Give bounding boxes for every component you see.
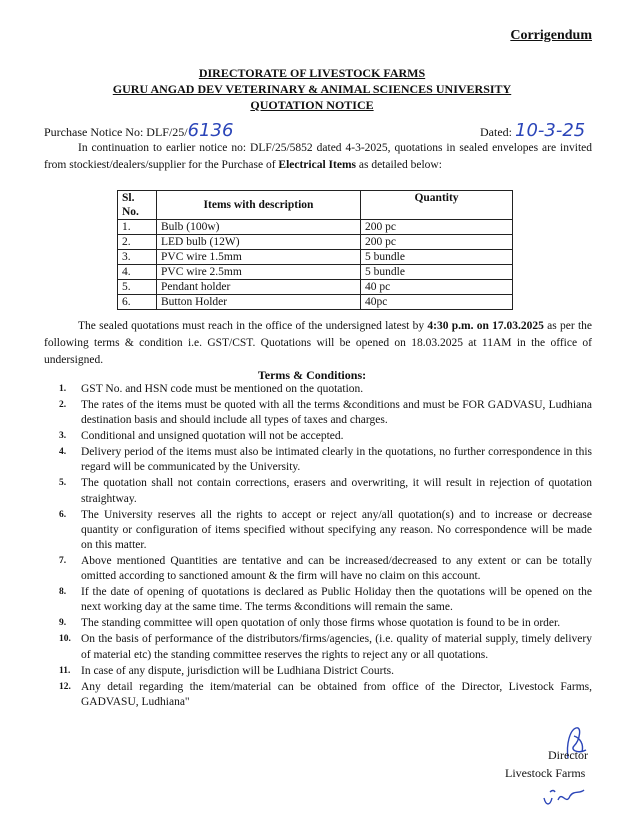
items-table — [117, 190, 513, 310]
list-item: 5. The quotation shall not contain corrections, erasers and overwriting, it will result in rejection of quotation straightway. — [59, 477, 592, 505]
dated — [480, 120, 585, 141]
terms-list — [44, 382, 592, 711]
table-row: 2. LED bulb (12W) 200 pc — [118, 235, 513, 250]
table-header-row — [118, 191, 513, 220]
table-row: 1. Bulb (100w) 200 pc — [118, 220, 513, 235]
dated-label: Dated: — [480, 125, 512, 139]
list-item: 8. If the date of opening of quotations is declared as Public Holiday then the quotations will be opened on the next working day at the same time. The terms &conditions will remain the same. — [59, 586, 592, 614]
purchase-notice-label: Purchase Notice No: DLF/25/ — [44, 125, 188, 139]
corrigendum-title: Corrigendum — [510, 28, 592, 43]
header-directorate: DIRECTORATE OF LIVESTOCK FARMS — [198, 66, 426, 80]
list-item: 11. In case of any dispute, jurisdiction will be Ludhiana District Courts. — [59, 664, 394, 677]
list-item: 2. The rates of the items must be quoted with all the terms &conditions and must be FOR GADVASU, Ludhiana destination basis and should include all types of taxes and charges. — [59, 399, 592, 427]
header-quantity: Quantity — [361, 191, 513, 220]
table-row: 5. Pendant holder 40 pc — [118, 280, 513, 295]
list-item: 12. Any detail regarding the item/material can be obtained from office of the Director, Livestock Farms, GADVASU, Ludhiana" — [59, 680, 592, 708]
header-university: GURU ANGAD DEV VETERINARY & ANIMAL SCIENCES UNIVERSITY — [112, 82, 512, 96]
deadline-bold: 4:30 p.m. on 17.03.2025 — [427, 320, 544, 332]
header-quotation-notice: QUOTATION NOTICE — [250, 98, 374, 112]
list-item: 9. The standing committee will open quotation of only those firms whose quotation is found to be in order. — [59, 617, 561, 630]
table-row: 4. PVC wire 2.5mm 5 bundle — [118, 265, 513, 280]
table-row: 6. Button Holder 40pc — [118, 295, 513, 310]
list-item: 10. On the basis of performance of the distributors/firms/agencies, (i.e. quality of material supply, timely delivery of material etc) the standing committee reserves the rights to reject any or all quotations. — [59, 633, 592, 661]
list-item: 6. The University reserves all the rights to accept or reject any/all quotation(s) and to increase or decrease quantity or configuration of items specified without specifying any reason. No correspondence will be made on this matter. — [59, 508, 592, 552]
intro-paragraph: In continuation to earlier notice no: DLF/25/5852 dated 4-3-2025, quotations in sealed envelopes are invited from stockiest/dealers/supplier for the Purchase of Electrical Items as detailed below: — [44, 142, 592, 171]
purchase-notice-number — [44, 120, 233, 141]
header-item: Items with description — [157, 191, 361, 220]
list-item: 7. Above mentioned Quantities are tentative and can be increased/decreased to any extent or can be totally omitted according to sanctioned amount & the firm will have no claim on this account. — [59, 555, 592, 583]
sealed-quotation-paragraph: The sealed quotations must reach in the office of the undersigned latest by 4:30 p.m. on 17.03.2025 as per the following terms & condition i.e. GST/CST. Quotations will be opened on 18.03.2025 at 11AM in the office of undersigned. — [44, 320, 592, 366]
table-row: 3. PVC wire 1.5mm 5 bundle — [118, 250, 513, 265]
handwritten-notice-no: 6136 — [187, 120, 234, 141]
intro-bold-items: Electrical Items — [278, 159, 356, 171]
list-item: 4. Delivery period of the items must also be intimated clearly in the quotations, no further correspondence in this regard will be communicated by the University. — [59, 446, 592, 474]
terms-title: Terms & Conditions: — [257, 368, 367, 382]
signature-title: Director — [548, 748, 588, 762]
signature-office: Livestock Farms — [505, 766, 586, 780]
list-item: 1. GST No. and HSN code must be mentioned on the quotation. — [59, 383, 364, 395]
header-sl-no: Sl. No. — [118, 191, 157, 220]
list-item: 3. Conditional and unsigned quotation will not be accepted. — [59, 430, 344, 443]
initials-mark — [540, 784, 588, 810]
handwritten-date: 10-3-25 — [515, 120, 586, 141]
